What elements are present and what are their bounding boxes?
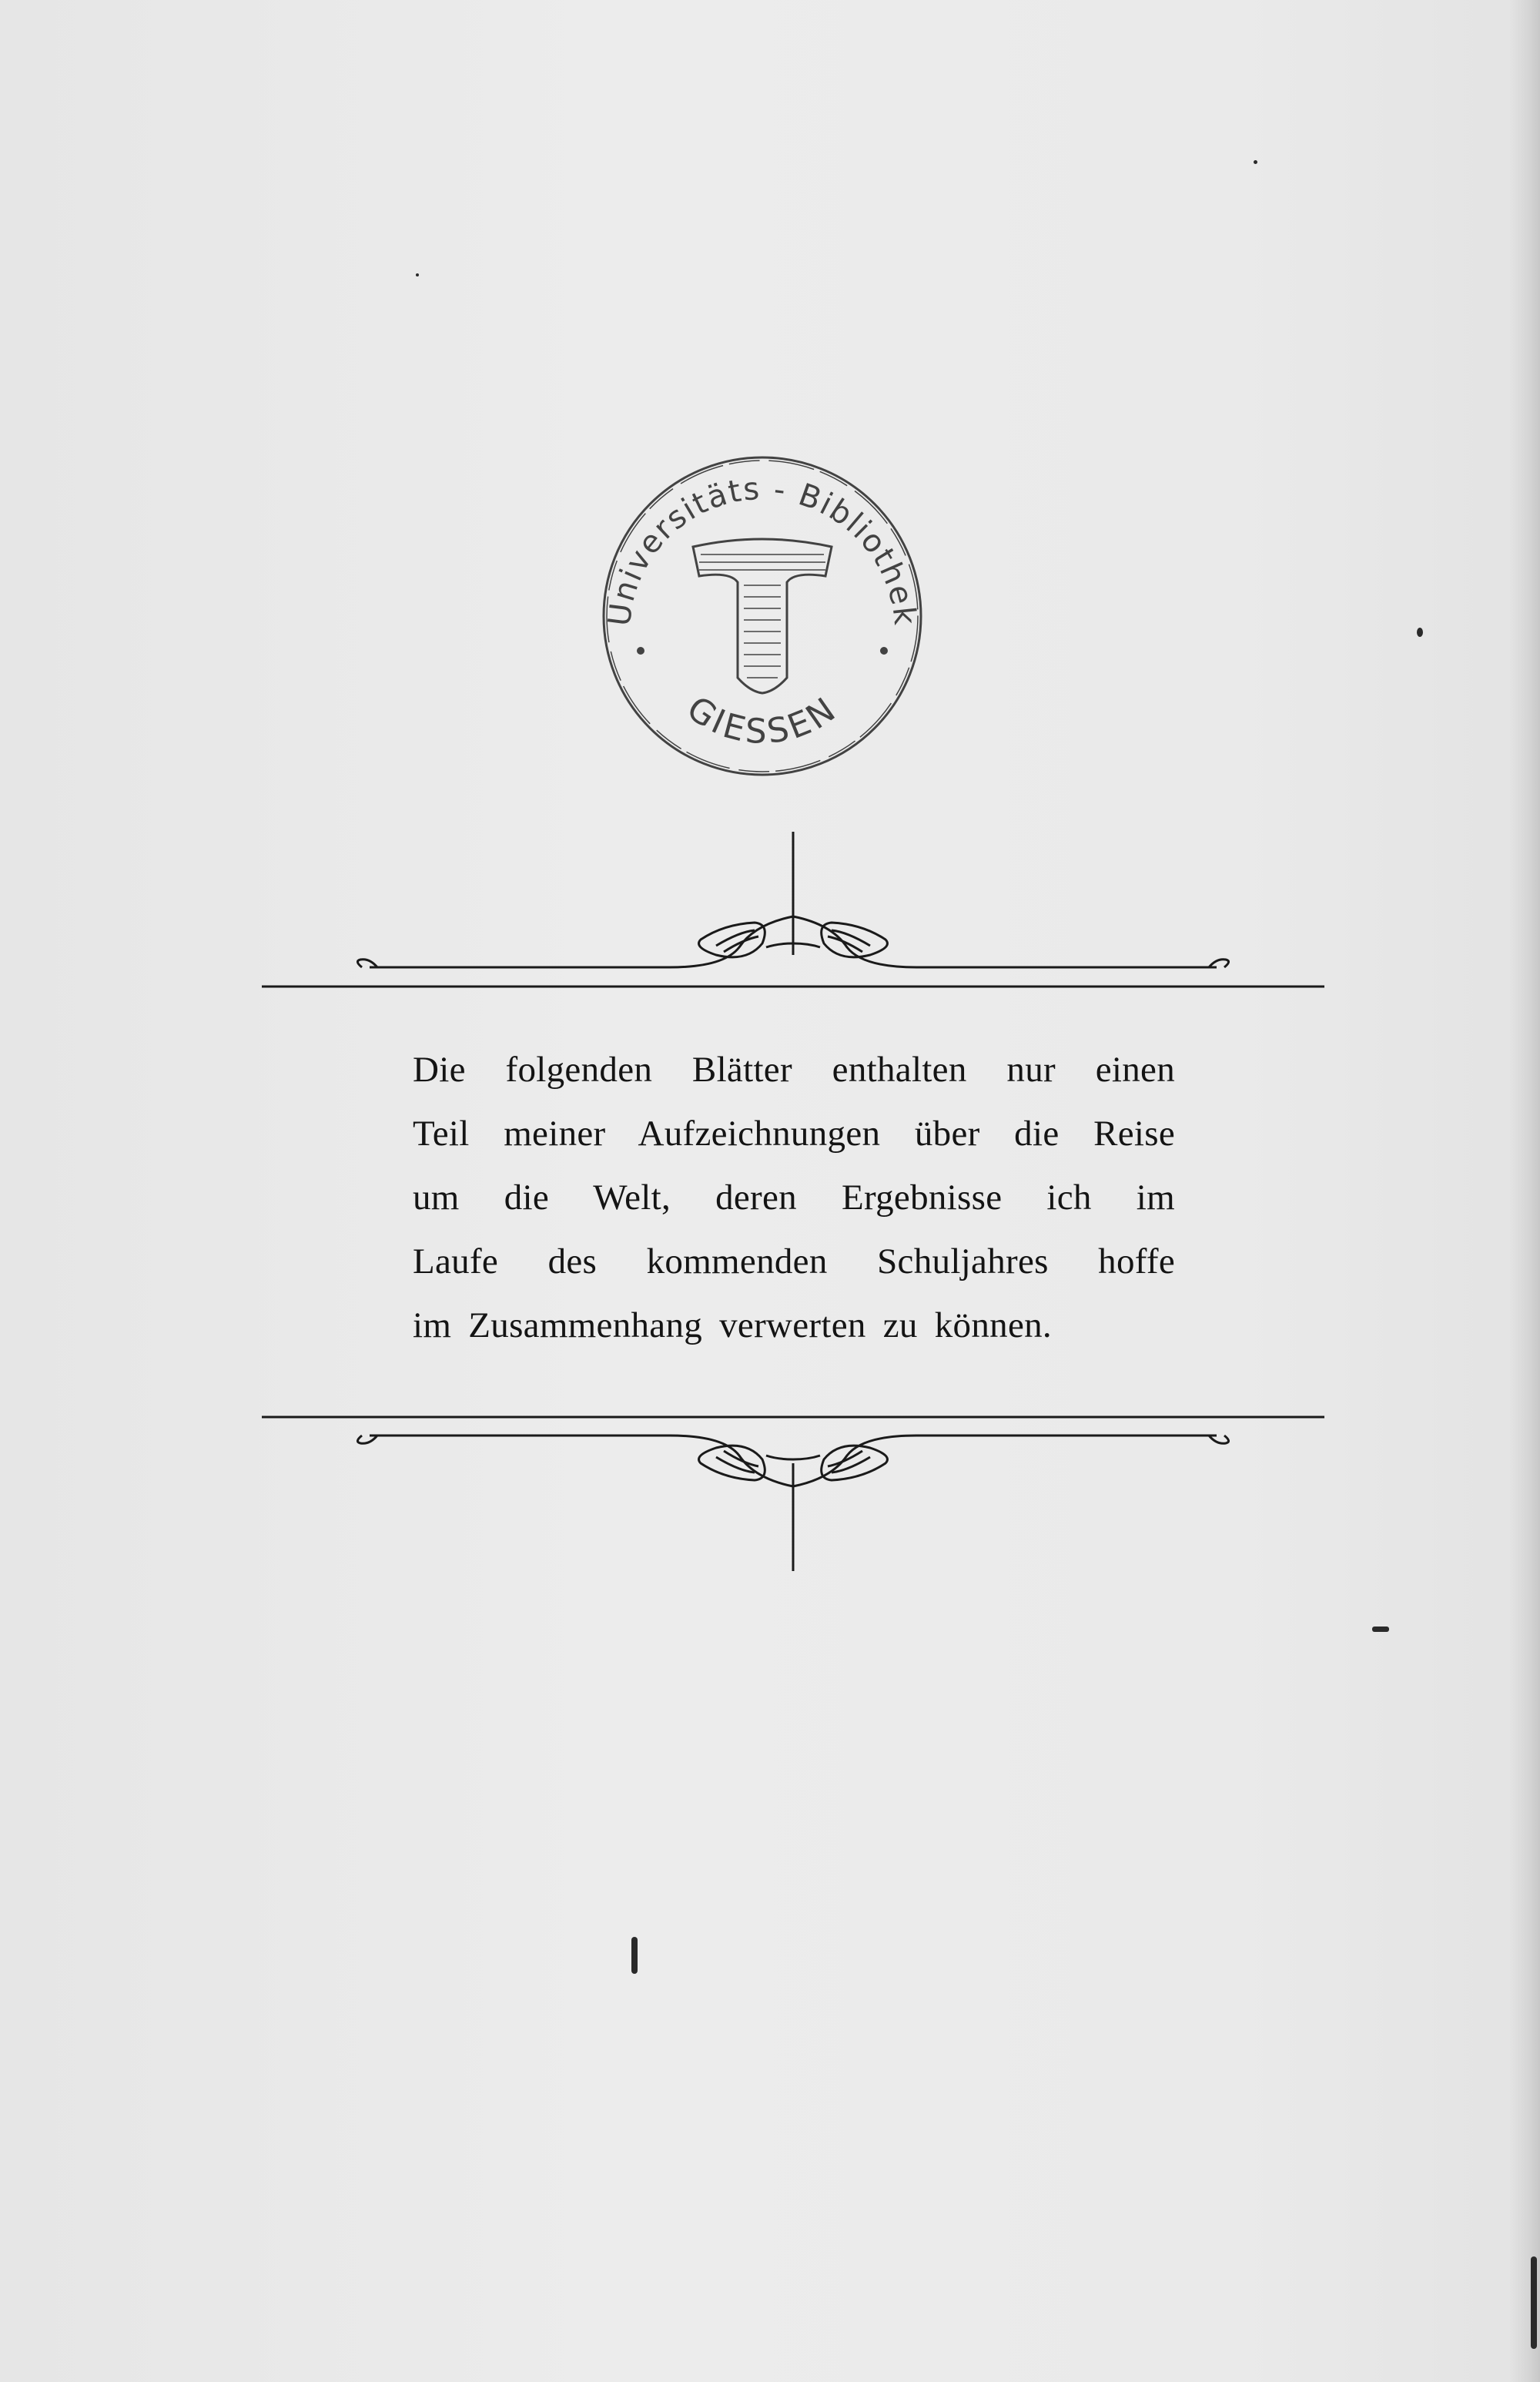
text-line-4: Laufe des kommenden Schuljahres hoffe <box>413 1241 1175 1281</box>
preface-text <box>413 1038 1175 1358</box>
stamp-arc-bottom-text: GIESSEN <box>679 688 845 752</box>
stamp-arc-top-text: Universitäts - Bibliothek <box>601 471 923 628</box>
text-line-5: im Zusammenhang verwerten zu können. <box>413 1305 1052 1345</box>
text-line-3: um die Welt, deren Ergebnisse ich im <box>413 1178 1175 1218</box>
page-edge-shadow <box>1509 0 1540 2382</box>
scan-speck <box>631 1937 638 1974</box>
top-ornament <box>262 832 1324 1001</box>
text-line-2: Teil meiner Aufzeichnungen über die Reise <box>413 1114 1175 1154</box>
text-line-1: Die folgenden Blätter enthalten nur einen <box>413 1050 1175 1090</box>
tau-cross-emblem <box>693 539 832 693</box>
scan-speck <box>416 273 419 276</box>
scan-speck <box>1531 2256 1537 2349</box>
scan-speck <box>1372 1627 1389 1632</box>
bottom-ornament <box>262 1402 1324 1579</box>
library-stamp <box>585 447 939 786</box>
scan-speck <box>1254 160 1257 164</box>
scan-speck <box>1417 628 1423 637</box>
